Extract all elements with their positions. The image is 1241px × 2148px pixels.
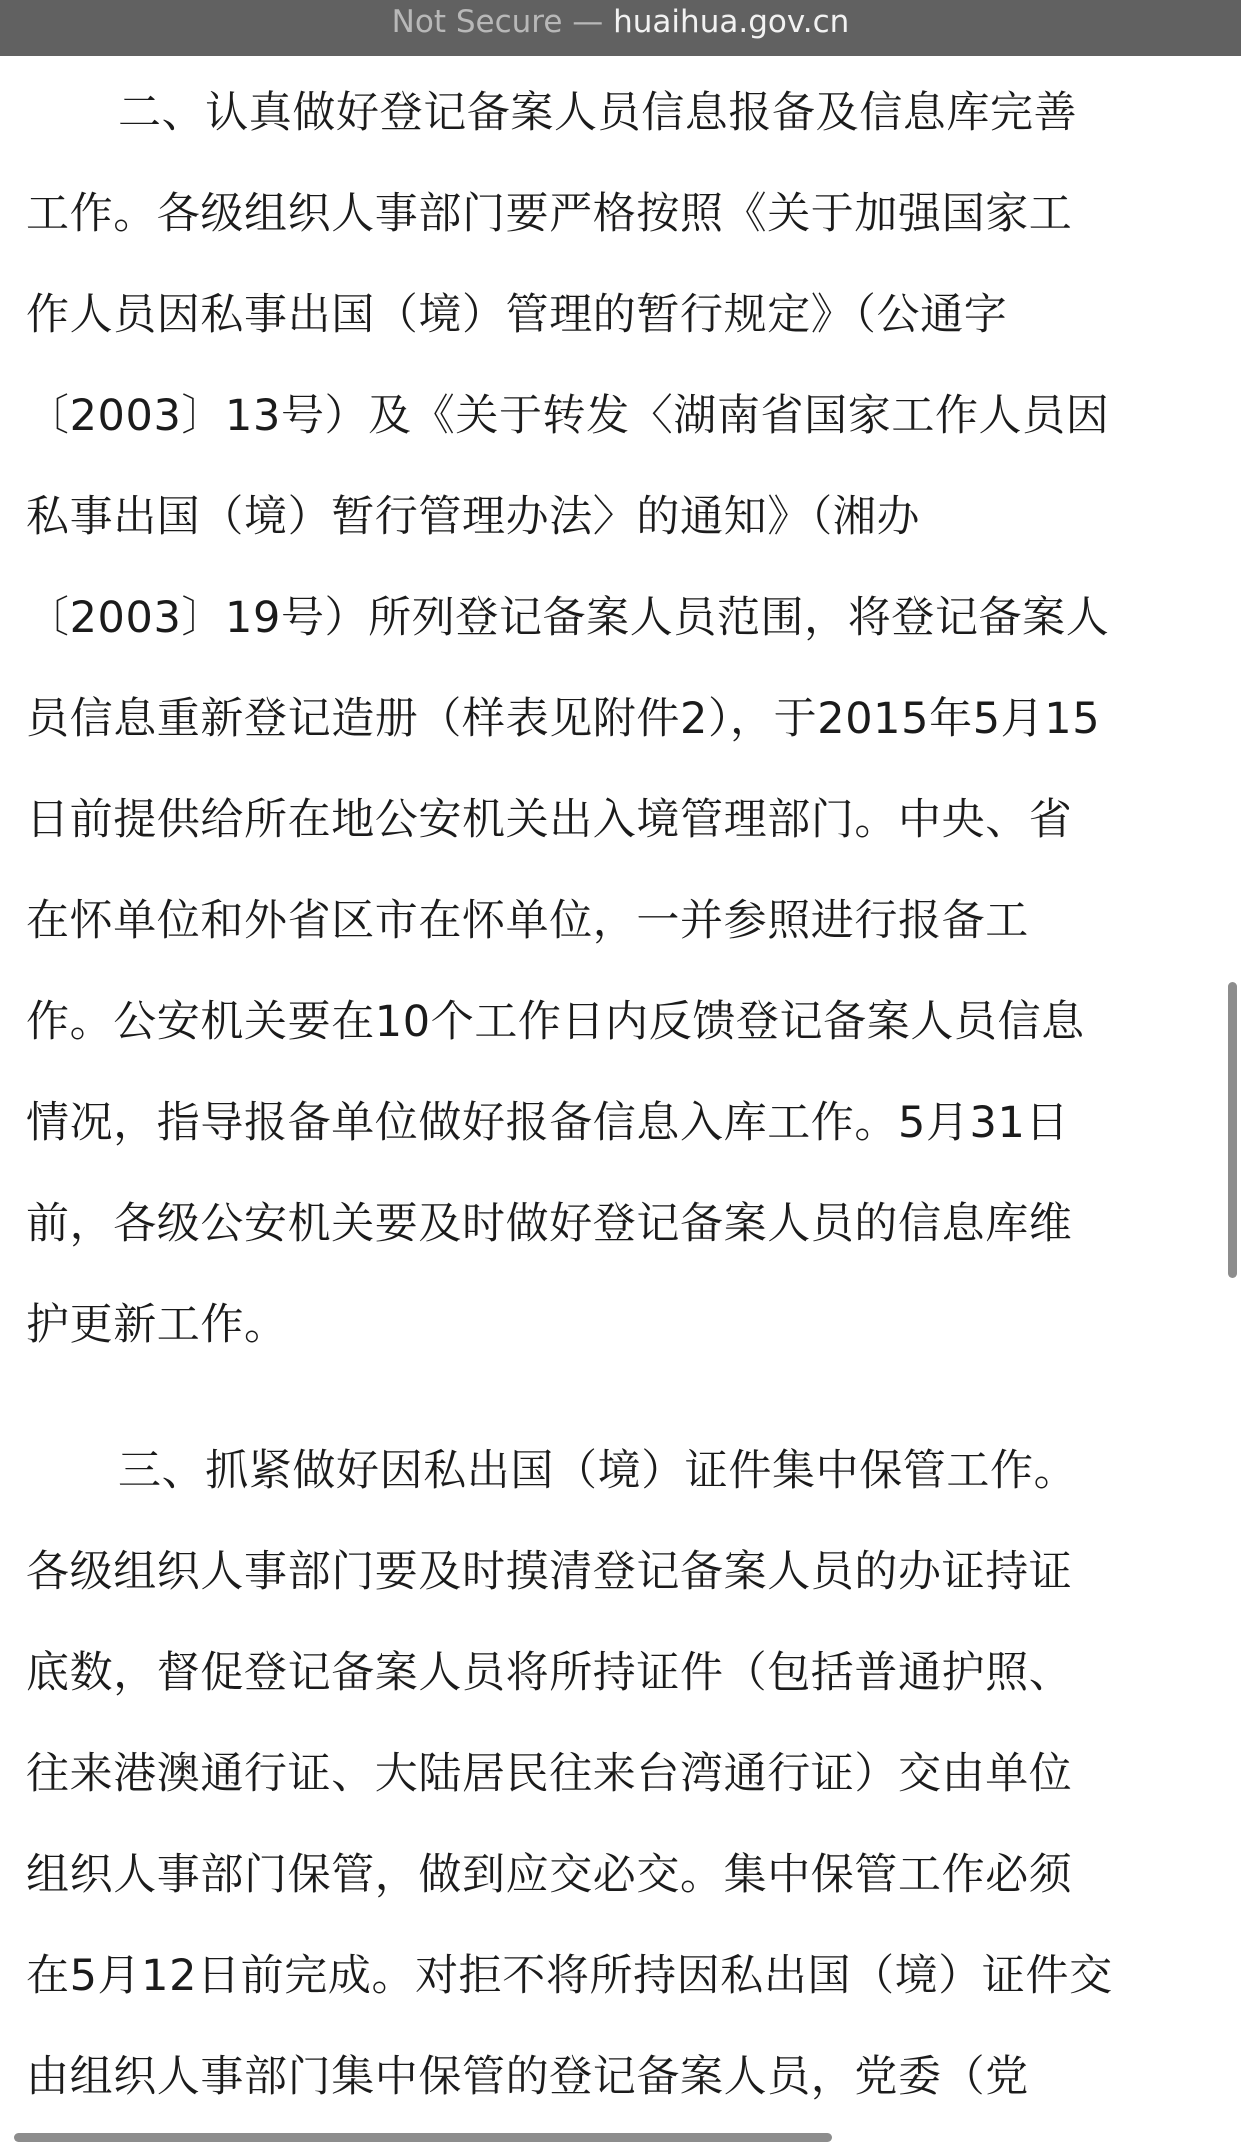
- paragraph-2-line: 〔2003〕19号）所列登记备案人员范围，将登记备案人: [26, 593, 1110, 643]
- security-label: Not Secure —: [391, 4, 604, 40]
- article-content: [0, 56, 1241, 2148]
- paragraph-2-line: 情况，指导报备单位做好报备信息入库工作。5月31日: [26, 1098, 1070, 1148]
- paragraph-2-line: 作人员因私事出国（境）管理的暂行规定》（公通字: [26, 290, 1008, 340]
- paragraph-2-line: 工作。各级组织人事部门要严格按照《关于加强国家工: [26, 189, 1073, 239]
- url-domain: huaihua.gov.cn: [613, 4, 850, 40]
- paragraph-3-line: 各级组织人事部门要及时摸清登记备案人员的办证持证: [26, 1547, 1073, 1597]
- paragraph-2-line: 〔2003〕13号）及《关于转发〈湖南省国家工作人员因: [26, 391, 1110, 441]
- paragraph-3-heading-line: 三、抓紧做好因私出国（境）证件集中保管工作。: [118, 1446, 1078, 1496]
- paragraph-2-line: 护更新工作。: [26, 1300, 288, 1350]
- paragraph-3: [26, 1421, 1201, 2128]
- paragraph-3-line: 由组织人事部门集中保管的登记备案人员，党委（党: [26, 2052, 1029, 2102]
- paragraph-2-heading-line: 二、认真做好登记备案人员信息报备及信息库完善: [118, 88, 1078, 138]
- paragraph-3-line: 往来港澳通行证、大陆居民往来台湾通行证）交由单位: [26, 1749, 1073, 1799]
- vertical-scrollbar[interactable]: [1228, 982, 1237, 1278]
- paragraph-2-line: 私事出国（境）暂行管理办法〉的通知》（湘办: [26, 492, 921, 542]
- paragraph-2-line: 员信息重新登记造册（样表见附件2），于2015年5月15: [26, 694, 1101, 744]
- horizontal-scrollbar[interactable]: [14, 2133, 832, 2142]
- paragraph-2-line: 作。公安机关要在10个工作日内反馈登记备案人员信息: [26, 997, 1085, 1047]
- paragraph-2-line: 在怀单位和外省区市在怀单位，一并参照进行报备工: [26, 896, 1029, 946]
- paragraph-3-line: 组织人事部门保管，做到应交必交。集中保管工作必须: [26, 1850, 1073, 1900]
- paragraph-2-line: 日前提供给所在地公安机关出入境管理部门。中央、省: [26, 795, 1073, 845]
- address-bar[interactable]: [0, 0, 1241, 56]
- paragraph-2: [26, 63, 1201, 1376]
- paragraph-3-line: 在5月12日前完成。对拒不将所持因私出国（境）证件交: [26, 1951, 1113, 2001]
- paragraph-3-line: 底数，督促登记备案人员将所持证件（包括普通护照、: [26, 1648, 1073, 1698]
- paragraph-2-line: 前，各级公安机关要及时做好登记备案人员的信息库维: [26, 1199, 1073, 1249]
